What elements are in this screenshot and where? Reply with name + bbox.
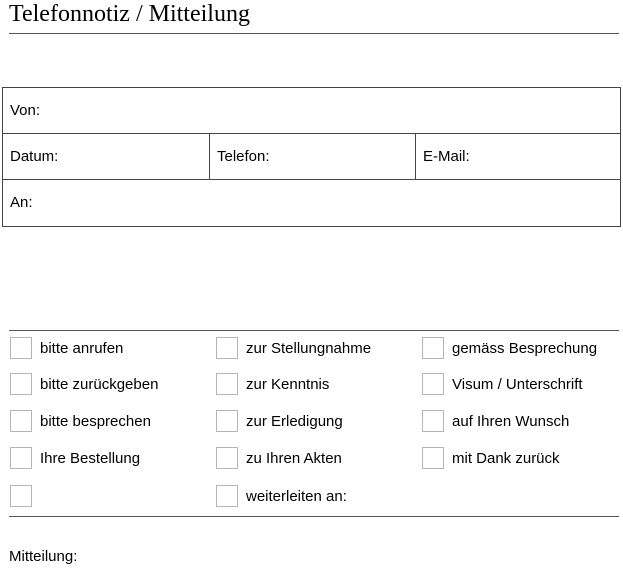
email-cell: [415, 134, 621, 180]
datum-cell: [3, 134, 209, 180]
checkbox-label: auf Ihren Wunsch: [452, 413, 570, 430]
checkbox-label: bitte besprechen: [40, 413, 151, 430]
datum-label: Datum:: [10, 148, 59, 165]
checkbox[interactable]: [216, 447, 238, 469]
checkbox-label: weiterleiten an:: [246, 488, 347, 505]
checkbox-label: mit Dank zurück: [452, 450, 560, 467]
telefon-cell: [209, 134, 416, 180]
email-label: E-Mail:: [423, 148, 470, 165]
checkbox[interactable]: [10, 373, 32, 395]
checkbox-label: gemäss Besprechung: [452, 340, 598, 357]
contact-form: [2, 87, 621, 227]
mitteilung-label: Mitteilung:: [9, 548, 78, 565]
checkbox-label: bitte anrufen: [40, 340, 124, 357]
checkbox[interactable]: [216, 373, 238, 395]
checkbox[interactable]: [216, 410, 238, 432]
checkbox-label: zur Kenntnis: [246, 376, 330, 393]
checkbox[interactable]: [422, 447, 444, 469]
checkbox-label: zu Ihren Akten: [246, 450, 342, 467]
checkbox-label: Visum / Unterschrift: [452, 376, 583, 393]
title-divider: [9, 33, 619, 34]
checkbox[interactable]: [422, 373, 444, 395]
an-row: [3, 179, 620, 226]
checkbox[interactable]: [10, 447, 32, 469]
checkbox[interactable]: [10, 337, 32, 359]
von-label: Von:: [10, 102, 41, 119]
checkbox[interactable]: [10, 410, 32, 432]
checkbox-bottom-divider: [9, 516, 619, 517]
checkbox[interactable]: [216, 485, 238, 507]
telefon-label: Telefon:: [217, 148, 270, 165]
von-row: [3, 88, 620, 134]
checkbox-label: zur Stellungnahme: [246, 340, 372, 357]
checkbox[interactable]: [216, 337, 238, 359]
checkbox-top-divider: [9, 330, 619, 331]
an-label: An:: [10, 194, 33, 211]
details-row: [3, 133, 620, 180]
checkbox[interactable]: [422, 337, 444, 359]
checkbox-label: Ihre Bestellung: [40, 450, 141, 467]
checkbox-label: bitte zurückgeben: [40, 376, 159, 393]
page-title: Telefonnotiz / Mitteilung: [9, 1, 250, 27]
checkbox[interactable]: [422, 410, 444, 432]
checkbox-label: zur Erledigung: [246, 413, 343, 430]
checkbox[interactable]: [10, 485, 32, 507]
